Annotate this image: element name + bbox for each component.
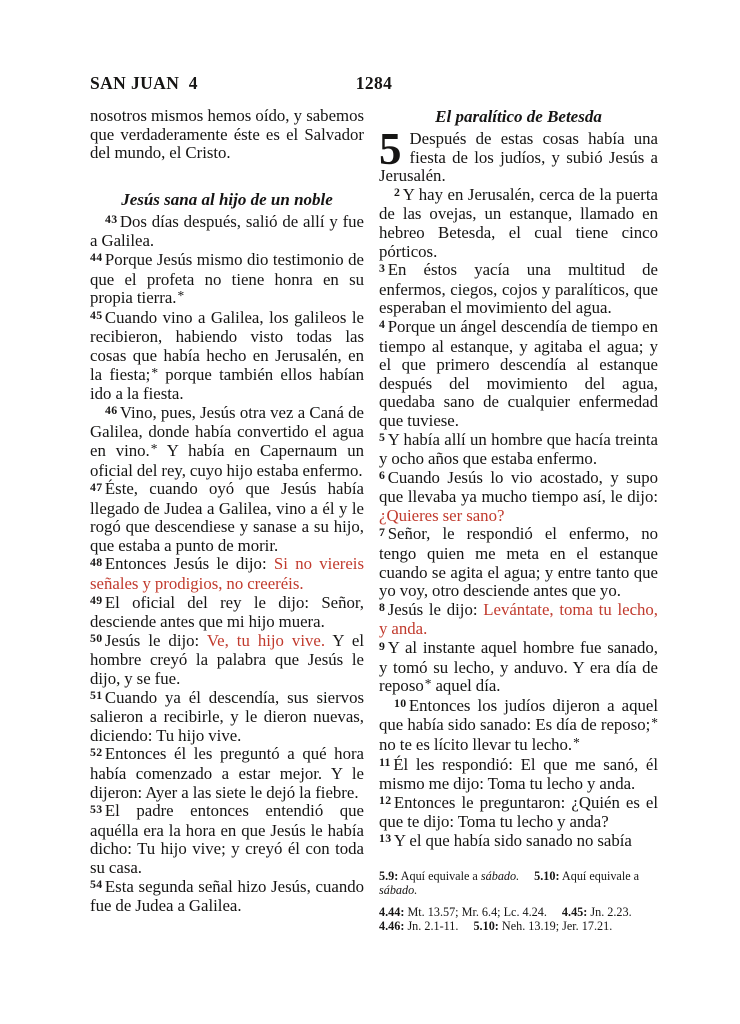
footnote-ref: 4.44: xyxy=(379,904,405,919)
verse-text: Entonces los judíos dijeron a aquel que había sido sanado: Es día de reposo; xyxy=(379,695,658,735)
footnote-text: sábado. xyxy=(379,882,418,897)
verse-text: El padre entonces entendió que aquélla era la hora en que Jesús le había dicho: Tu hijo vive; y creyó él con toda su casa. xyxy=(90,801,364,877)
verse-text: porque también ellos habían ido a la fiesta. xyxy=(90,364,365,404)
verse-51 xyxy=(90,689,364,746)
verse-number: 49 xyxy=(90,593,103,608)
red-letter-text: ¿Quieres ser sano? xyxy=(379,505,505,525)
verse-text: Dos días después, salió de allí y fue a Galilea. xyxy=(90,211,364,251)
verse-number: 6 xyxy=(379,468,386,483)
verse-text: Cuando Jesús lo vio acostado, y supo que llevaba ya mucho tiempo así, le dijo: xyxy=(379,467,658,507)
verse-11 xyxy=(379,756,658,794)
verse-number: 13 xyxy=(379,831,392,846)
verse-number: 5 xyxy=(379,430,386,444)
verse-text: aquel día. xyxy=(431,676,501,696)
column-left xyxy=(90,107,364,916)
verse-47 xyxy=(90,480,364,555)
verse-text: En éstos yacía una multitud de enfermos, ciegos, cojos y paralíticos, que esperaban el movimiento del agua. xyxy=(379,260,658,318)
verse-text: Jesús le dijo: xyxy=(104,630,207,650)
verse-number: 48 xyxy=(90,554,103,569)
verse-text: Porque un ángel descendía de tiempo en tiempo al estanque, y agitaba el agua; y el que primero descendía al estanque después del movimiento del agua, quedaba sano de cualquier enfermedad que tuviese. xyxy=(379,316,658,430)
verse-number: 51 xyxy=(90,688,103,703)
verse-text: Él les respondió: El que me sanó, él mismo me dijo: Toma tu lecho y anda. xyxy=(379,754,658,794)
footnote-line xyxy=(379,905,658,919)
footnote-text: Neh. 13.19; Jer. 17.21. xyxy=(498,918,613,933)
red-letter-text: Si no viereis señales y prodigios, no creeréis. xyxy=(90,554,364,594)
verse-text: Y el que había sido sanado no sabía xyxy=(393,830,632,850)
verse-text: Entonces le preguntaron: ¿Quién es el que te dijo: Toma tu lecho y anda? xyxy=(379,792,658,832)
footnote-ref: 5.10: xyxy=(534,868,560,883)
section-heading: El paralítico de Betesda xyxy=(435,107,602,126)
verse-52 xyxy=(90,745,364,802)
verse-text: Después de estas cosas había una fiesta de los judíos, y subió Jesús a Jerusalén. xyxy=(379,129,658,186)
verse-number: 9 xyxy=(379,638,386,653)
verse-2 xyxy=(379,186,658,261)
verse-text: nosotros mismos hemos oído, y sabemos que verdaderamente éste es el Salvador del mundo, el Cristo. xyxy=(90,106,364,163)
footnote-line xyxy=(379,919,658,933)
verse-number: 4 xyxy=(379,317,386,332)
verse-13 xyxy=(379,832,658,852)
verse-text: Vino, pues, Jesús otra vez a Caná de Galilea, donde había convertido el agua en vino. xyxy=(90,402,364,460)
verse-number: 7 xyxy=(379,524,386,539)
verse-text: Y había en Capernaum un oficial del rey, cuyo hijo estaba enfermo. xyxy=(90,440,364,480)
footnote-asterisk: * xyxy=(150,440,158,456)
verse-number: 3 xyxy=(379,260,386,275)
verse-number: 45 xyxy=(90,308,103,323)
footnote-asterisk: * xyxy=(177,288,185,304)
verse-text: Y hay en Jerusalén, cerca de la puerta de las ovejas, un estanque, llamado en hebreo Betesda, el cual tiene cinco pórticos. xyxy=(379,184,658,261)
footnote-line xyxy=(379,869,658,897)
footnote-text: Aquí equivale a xyxy=(398,868,481,883)
continued-paragraph xyxy=(90,107,364,163)
verse-text: Esta segunda señal hizo Jesús, cuando fue de Judea a Galilea. xyxy=(90,876,364,916)
page-header xyxy=(90,73,658,94)
verse-number: 44 xyxy=(90,250,103,265)
footnote-text: Mt. 13.57; Mr. 6.4; Lc. 4.24. xyxy=(404,904,547,919)
footnotes xyxy=(379,869,658,933)
verse-50 xyxy=(90,632,364,689)
red-letter-text: Levántate, toma tu lecho, y anda. xyxy=(379,599,658,639)
footnote-group xyxy=(379,905,658,933)
verse-53 xyxy=(90,802,364,877)
chapter-5-opening-verse xyxy=(379,124,658,186)
footnote-ref: 4.45: xyxy=(561,904,588,919)
verse-number: 12 xyxy=(379,793,392,808)
footnote-text: Jn. 2.23. xyxy=(587,904,632,919)
footnote-text: Aquí equivale a xyxy=(559,868,640,883)
verse-number: 10 xyxy=(394,696,407,711)
verse-54 xyxy=(90,878,364,916)
verse-number: 52 xyxy=(90,744,103,759)
verse-text: Porque Jesús mismo dio testimonio de que el profeta no tiene honra en su propia tierra. xyxy=(90,249,364,308)
verse-number: 50 xyxy=(90,631,103,646)
verse-44 xyxy=(90,251,364,309)
footnote-ref: 4.46: xyxy=(379,918,405,933)
verse-number: 47 xyxy=(90,479,103,494)
verse-43 xyxy=(90,213,364,251)
book-title: SAN JUAN 4 xyxy=(90,73,198,93)
verse-6 xyxy=(379,469,658,526)
verse-text: Éste, cuando oyó que Jesús había llegado de Judea a Galilea, vino a él y le rogó que descendiese y sanase a su hijo, que estaba a punto de morir. xyxy=(90,479,364,555)
verse-number: 46 xyxy=(105,403,118,418)
verse-49 xyxy=(90,594,364,632)
verse-text: Entonces él les preguntó a qué hora había comenzado a estar mejor. Y le dijeron: Ayer a las siete le dejó la fiebre. xyxy=(90,744,364,802)
verse-number: 11 xyxy=(379,755,391,770)
verse-12 xyxy=(379,794,658,832)
verse-text: El oficial del rey le dijo: Señor, desciende antes que mi hijo muera. xyxy=(90,592,364,632)
footnote-text: sábado. xyxy=(480,868,520,883)
verse-5 xyxy=(379,431,658,469)
column-right xyxy=(379,107,658,933)
chapter-number: 5 xyxy=(379,124,402,174)
footnote-ref: 5.9: xyxy=(379,868,399,883)
footnote-asterisk: * xyxy=(573,735,580,750)
footnote-asterisk: * xyxy=(424,676,432,692)
verse-4 xyxy=(379,318,658,431)
verse-text: Cuando vino a Galilea, los galileos le recibieron, habiendo visto todas las cosas que había hecho en Jerusalén, en la fiesta; xyxy=(90,307,364,384)
verse-number: 43 xyxy=(105,212,118,227)
footnote-asterisk: * xyxy=(651,715,658,731)
footnote-text: Jn. 2.1-11. xyxy=(404,918,459,933)
footnote-group xyxy=(379,869,658,897)
verse-text: Y al instante aquel hombre fue sanado, y tomó su lecho, y anduvo. Y era día de reposo xyxy=(379,638,658,696)
verse-46 xyxy=(90,404,364,480)
verse-text: Señor, le respondió el enfermo, no tengo quien me meta en el estanque cuando se agita el agua; y entre tanto que yo voy, otro desciende antes que yo. xyxy=(379,524,658,601)
verse-3 xyxy=(379,261,658,318)
verse-48 xyxy=(90,555,364,593)
verse-text: Y el hombre creyó la palabra que Jesús le dijo, y se fue. xyxy=(90,630,364,689)
verse-text: Cuando ya él descendía, sus siervos salieron a recibirle, y le dieron nuevas, diciendo: Tu hijo vive. xyxy=(90,687,364,745)
verse-8 xyxy=(379,601,658,639)
verse-number: 2 xyxy=(394,185,401,200)
verse-number: 8 xyxy=(379,600,386,615)
footnote-ref: 5.10: xyxy=(473,918,499,933)
verse-text: Jesús le dijo: xyxy=(387,599,484,619)
verse-number: 53 xyxy=(90,801,103,816)
verse-7 xyxy=(379,525,658,600)
footnote-asterisk: * xyxy=(151,364,159,380)
verse-45 xyxy=(90,309,364,404)
red-letter-text: Ve, tu hijo vive. xyxy=(206,630,326,650)
page-number: 1284 xyxy=(355,73,393,93)
section-heading: Jesús sana al hijo de un noble xyxy=(121,189,333,209)
verse-text: Y había allí un hombre que hacía treinta y ocho años que estaba enfermo. xyxy=(379,429,658,469)
text-columns xyxy=(90,107,658,933)
verse-text: Entonces Jesús le dijo: xyxy=(104,554,274,574)
verse-number: 54 xyxy=(90,877,103,892)
verse-10 xyxy=(379,697,658,756)
verse-9 xyxy=(379,639,658,697)
verse-text: no te es lícito llevar tu lecho. xyxy=(379,735,573,754)
